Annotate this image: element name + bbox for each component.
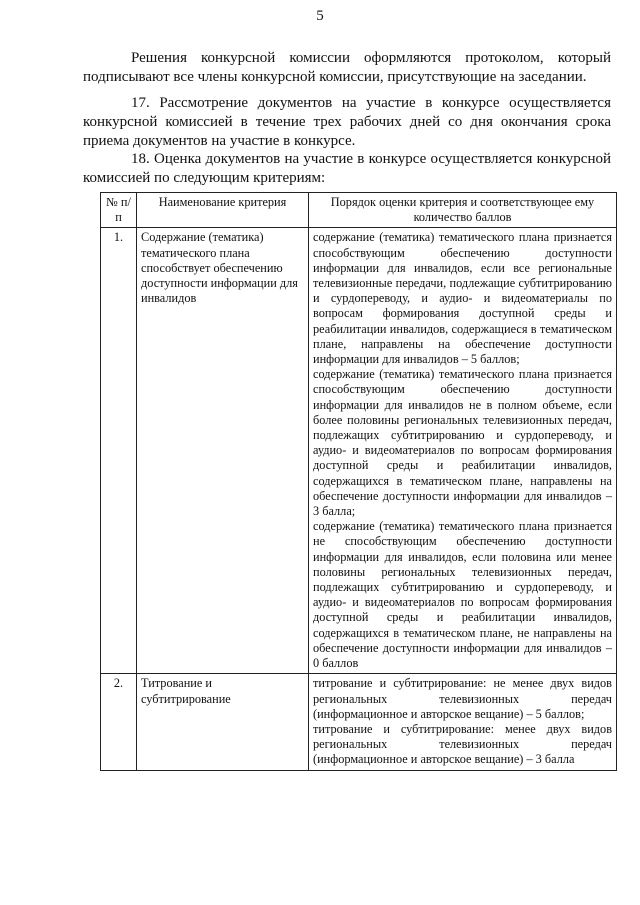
paragraph-decisions bbox=[83, 49, 611, 87]
row-number: 1. bbox=[101, 228, 137, 674]
criterion-scoring bbox=[309, 228, 617, 674]
criterion-name: Содержание (тематика) тематического плана способствует обеспечению доступности информации для инвалидов bbox=[137, 228, 309, 674]
scoring-item: содержание (тематика) тематического плана признается не способствующим обеспечению доступности информации для инвалидов, если половина или менее половины региональных телевизионных передач, подлежащих субтитрированию и сурдопереводу, и аудио- и видеоматериалов по вопросам формирования доступной среды и реабилитации инвалидов, содержащихся в тематическом плане, не направлены на обеспечение доступности информации для инвалидов – 0 баллов bbox=[313, 519, 612, 671]
scoring-item: содержание (тематика) тематического плана признается способствующим обеспечению доступности информации для инвалидов не в полном объеме, если более половины региональных телевизионных передач, подлежащих субтитрированию и сурдопереводу, и аудио- и видеоматериалов по вопросам формирования доступной среды и реабилитации инвалидов, содержащихся в тематическом плане, направлены на обеспечение доступности информации для инвалидов – 3 балла; bbox=[313, 367, 612, 519]
criteria-table bbox=[100, 192, 617, 771]
paragraph-item-17 bbox=[83, 94, 611, 151]
criterion-name: Титрование и субтитрирование bbox=[137, 674, 309, 770]
scoring-item: содержание (тематика) тематического плана признается способствующим обеспечению доступности информации для инвалидов, если все региональные телевизионные передачи, подлежащие субтитрированию и сурдопереводу, и аудио- и видеоматериалы по вопросам формирования доступной среды и реабилитации инвалидов, содержащиеся в тематическом плане, направлены на обеспечение доступности информации для инвалидов – 5 баллов; bbox=[313, 230, 612, 367]
header-num: № п/п bbox=[101, 193, 137, 228]
paragraph-text: 17. Рассмотрение документов на участие в конкурсе осуществляется конкурсной комиссией в течение трех рабочих дней со дня окончания срока приема документов на участие в конкурсе. bbox=[83, 95, 611, 149]
paragraph-text: Решения конкурсной комиссии оформляются протоколом, который подписывают все члены конкурсной комиссии, присутствующие на заседании. bbox=[83, 50, 611, 85]
table-row bbox=[101, 674, 617, 770]
row-number: 2. bbox=[101, 674, 137, 770]
scoring-item: титрование и субтитрирование: менее двух видов региональных телевизионных передач (информационное и авторское вещание) – 3 балла bbox=[313, 721, 612, 767]
table-header-row bbox=[101, 193, 617, 228]
criterion-scoring bbox=[309, 674, 617, 770]
scoring-item: титрование и субтитрирование: не менее двух видов региональных телевизионных передач (информационное и авторское вещание) – 5 баллов; bbox=[313, 676, 612, 721]
header-evaluation-order: Порядок оценки критерия и соответствующее ему количество баллов bbox=[309, 193, 617, 228]
table-row bbox=[101, 228, 617, 674]
header-criterion-name: Наименование критерия bbox=[137, 193, 309, 228]
paragraph-item-18 bbox=[83, 150, 611, 188]
paragraph-text: 18. Оценка документов на участие в конкурсе осуществляется конкурсной комиссией по следующим критериям: bbox=[83, 151, 611, 186]
page-number: 5 bbox=[316, 8, 324, 24]
